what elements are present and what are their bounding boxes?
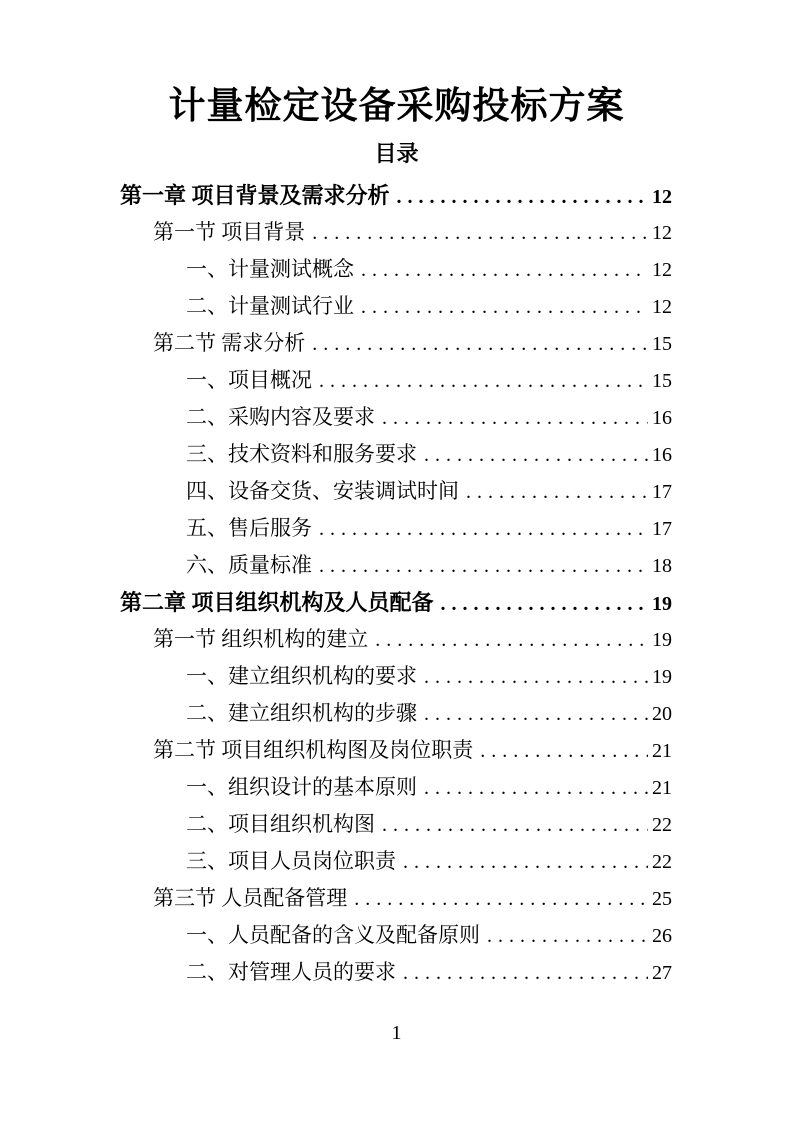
document-title: 计量检定设备采购投标方案 (168, 86, 625, 127)
toc-entry-page: 16 (652, 407, 672, 430)
toc-entry-label: 第一节 项目背景 (153, 220, 306, 245)
toc-entry[interactable] (120, 623, 672, 660)
toc-entry[interactable] (120, 290, 672, 327)
toc-entry-label: 一、项目概况 (186, 368, 312, 393)
toc-leader-dots (361, 257, 648, 282)
toc-leader-dots (424, 664, 648, 689)
toc-entry[interactable] (120, 475, 672, 512)
toc-entry[interactable] (120, 919, 672, 956)
toc-entry-page: 17 (652, 481, 672, 504)
toc-entry-label: 一、人员配备的含义及配备原则 (186, 923, 480, 948)
toc-leader-dots (312, 220, 648, 245)
toc-leader-dots (382, 405, 648, 430)
toc-entry-label: 二、建立组织机构的步骤 (186, 701, 417, 726)
toc-entry[interactable] (120, 438, 672, 475)
toc-entry[interactable] (120, 660, 672, 697)
toc-leader-dots (466, 479, 648, 504)
toc-entry-page: 19 (652, 666, 672, 689)
toc-leader-dots (480, 738, 648, 763)
toc-entry[interactable] (120, 364, 672, 401)
toc-leader-dots (424, 442, 648, 467)
toc-leader-dots (361, 294, 648, 319)
toc-leader-dots (397, 183, 648, 209)
toc-entry-page: 17 (652, 518, 672, 541)
toc-entry-label: 第二节 项目组织机构图及岗位职责 (153, 738, 474, 763)
toc-leader-dots (312, 331, 648, 356)
toc-entry[interactable] (120, 512, 672, 549)
toc-entry-page: 19 (652, 629, 672, 652)
toc-entry[interactable] (120, 216, 672, 253)
toc-entry[interactable] (120, 771, 672, 808)
toc-entry[interactable] (120, 179, 672, 216)
toc-entry-label: 五、售后服务 (186, 516, 312, 541)
toc-entry-label: 一、计量测试概念 (186, 257, 354, 282)
toc-entry-page: 26 (652, 925, 672, 948)
toc-entry[interactable] (120, 734, 672, 771)
toc-leader-dots (441, 590, 648, 616)
toc-entry-label: 一、组织设计的基本原则 (186, 775, 417, 800)
toc-entry-page: 20 (652, 703, 672, 726)
toc-entry-page: 15 (652, 370, 672, 393)
toc-entry-label: 二、采购内容及要求 (186, 405, 375, 430)
toc-entry[interactable] (120, 956, 672, 993)
toc-entry-page: 15 (652, 333, 672, 356)
toc-entry[interactable] (120, 327, 672, 364)
toc-leader-dots (424, 775, 648, 800)
toc-leader-dots (382, 812, 648, 837)
toc-leader-dots (403, 960, 648, 985)
toc-entry-page: 27 (652, 962, 672, 985)
toc-leader-dots (319, 516, 648, 541)
toc-entry[interactable] (120, 808, 672, 845)
toc-entry[interactable] (120, 253, 672, 290)
toc-entry-page: 16 (652, 444, 672, 467)
toc-heading: 目录 (374, 141, 419, 167)
toc-entry-label: 第二章 项目组织机构及人员配备 (120, 590, 434, 616)
toc-leader-dots (424, 701, 648, 726)
toc-entry[interactable] (120, 697, 672, 734)
toc-entry-label: 二、计量测试行业 (186, 294, 354, 319)
toc-entry[interactable] (120, 586, 672, 623)
toc-entry-page: 22 (652, 814, 672, 837)
toc-entry-label: 第三节 人员配备管理 (153, 886, 348, 911)
toc-entry-page: 21 (652, 740, 672, 763)
toc-entry-label: 第二节 需求分析 (153, 331, 306, 356)
toc-leader-dots (354, 886, 648, 911)
toc-entry-label: 二、对管理人员的要求 (186, 960, 396, 985)
footer-page-number: 1 (391, 1022, 402, 1044)
toc-entry-page: 21 (652, 777, 672, 800)
toc-leader-dots (319, 553, 648, 578)
toc-entry-page: 12 (652, 259, 672, 282)
toc-entry-label: 六、质量标准 (186, 553, 312, 578)
toc-entry-page: 19 (652, 593, 672, 616)
toc-entry-label: 第一节 组织机构的建立 (153, 627, 369, 652)
toc-entry-page: 12 (652, 222, 672, 245)
toc-entry-label: 四、设备交货、安装调试时间 (186, 479, 459, 504)
toc-entry-label: 第一章 项目背景及需求分析 (120, 183, 390, 209)
toc-entry-label: 二、项目组织机构图 (186, 812, 375, 837)
toc-entry-label: 三、技术资料和服务要求 (186, 442, 417, 467)
toc-entry-label: 三、项目人员岗位职责 (186, 849, 396, 874)
toc-entry[interactable] (120, 845, 672, 882)
toc-leader-dots (319, 368, 648, 393)
toc-entry[interactable] (120, 549, 672, 586)
toc-entry-page: 22 (652, 851, 672, 874)
toc-entry[interactable] (120, 882, 672, 919)
toc-entry-page: 12 (652, 296, 672, 319)
toc-leader-dots (487, 923, 648, 948)
toc-entry-page: 18 (652, 555, 672, 578)
toc-leader-dots (403, 849, 648, 874)
toc-leader-dots (375, 627, 648, 652)
toc-entry-page: 25 (652, 888, 672, 911)
table-of-contents (120, 179, 672, 993)
toc-entry-page: 12 (652, 186, 672, 209)
toc-entry[interactable] (120, 401, 672, 438)
toc-entry-label: 一、建立组织机构的要求 (186, 664, 417, 689)
